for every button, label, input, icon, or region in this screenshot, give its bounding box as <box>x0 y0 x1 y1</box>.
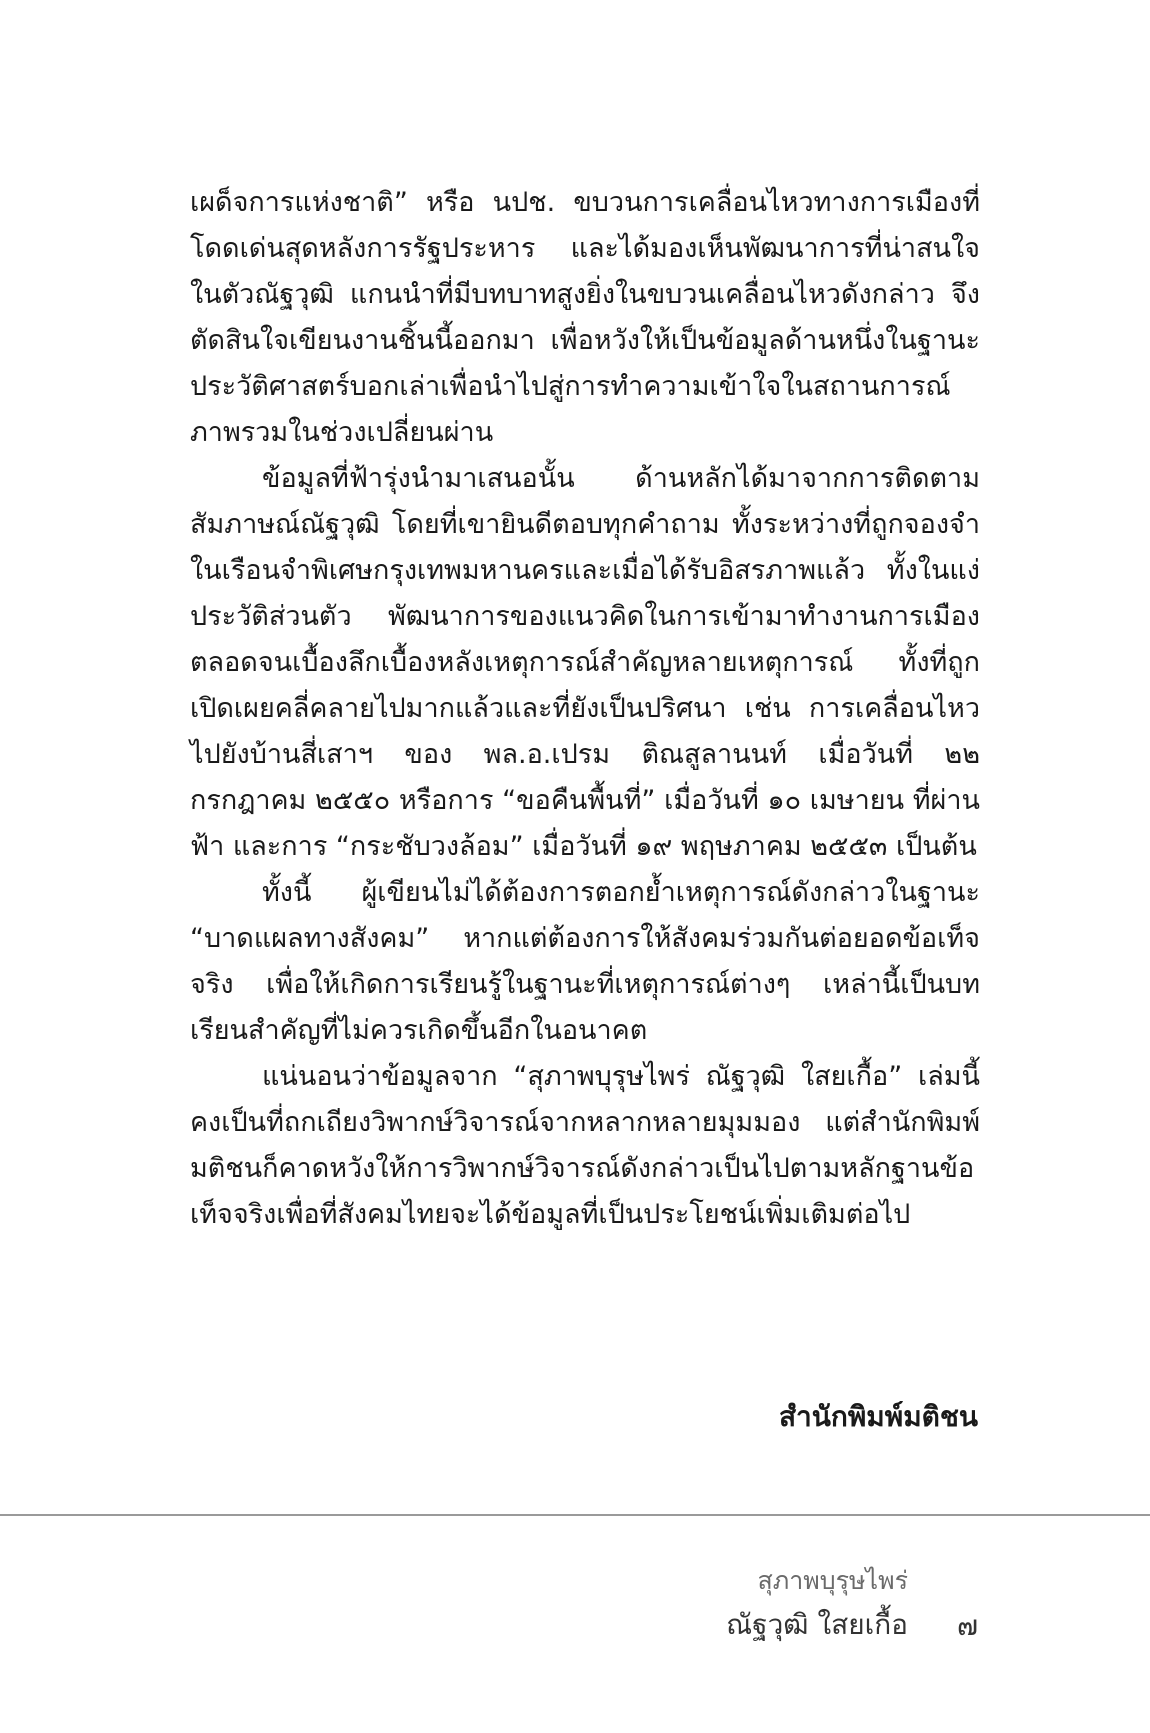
footer-divider <box>0 1514 1150 1516</box>
paragraph: แน่นอนว่าข้อมูลจาก “สุภาพบุรุษไพร่ ณัฐวุฒิ ใสยเกื้อ” เล่มนี้คงเป็นที่ถกเถียงวิพากษ์วิจารณ์จากหลากหลายมุมมอง แต่สำนักพิมพ์มติชนก็คาดหวังให้การวิพากษ์วิจารณ์ดังกล่าวเป็นไปตามหลักฐานข้อเท็จจริงเพื่อที่สังคมไทยจะได้ข้อมูลที่เป็นประโยชน์เพิ่มเติมต่อไป <box>190 1061 980 1230</box>
running-footer-subtitle: สุภาพบุรุษไพร่ <box>757 1566 908 1595</box>
paragraph: ข้อมูลที่ฟ้ารุ่งนำมาเสนอนั้น ด้านหลักได้มาจากการติดตามสัมภาษณ์ณัฐวุฒิ โดยที่เขายินดีตอบทุกคำถาม ทั้งระหว่างที่ถูกจองจำในเรือนจำพิเศษกรุงเทพมหานครและเมื่อได้รับอิสรภาพแล้ว ทั้งในแง่ประวัติส่วนตัว พัฒนาการของแนวคิดในการเข้ามาทำงานการเมืองตลอดจนเบื้องลึกเบื้องหลังเหตุการณ์สำคัญหลายเหตุการณ์ ทั้งที่ถูกเปิดเผยคลี่คลายไปมากแล้วและที่ยังเป็นปริศนา เช่น การเคลื่อนไหวไปยังบ้านสี่เสาฯ ของ พล.อ.เปรม ติณสูลานนท์ เมื่อวันที่ ๒๒ กรกฎาคม ๒๕๕๐ หรือการ “ขอคืนพื้นที่” เมื่อวันที่ ๑๐ เมษายน ที่ผ่านฟ้า และการ “กระชับวงล้อม” เมื่อวันที่ ๑๙ พฤษภาคม ๒๕๕๓ เป็นต้น <box>190 463 980 862</box>
page-number: ๗ <box>956 1609 978 1642</box>
running-footer-title: ณัฐวุฒิ ใสยเกื้อ <box>726 1608 908 1641</box>
publisher-signature: สำนักพิมพ์มติชน <box>778 1400 978 1433</box>
body-text <box>190 180 980 1238</box>
paragraph: ทั้งนี้ ผู้เขียนไม่ได้ต้องการตอกย้ำเหตุการณ์ดังกล่าวในฐานะ “บาดแผลทางสังคม” หากแต่ต้องการให้สังคมร่วมกันต่อยอดข้อเท็จจริง เพื่อให้เกิดการเรียนรู้ในฐานะที่เหตุการณ์ต่างๆ เหล่านี้เป็นบทเรียนสำคัญที่ไม่ควรเกิดขึ้นอีกในอนาคต <box>190 877 980 1046</box>
paragraph-continued: เผด็จการแห่งชาติ” หรือ นปช. ขบวนการเคลื่อนไหวทางการเมืองที่โดดเด่นสุดหลังการรัฐประหาร และได้มองเห็นพัฒนาการที่น่าสนใจในตัวณัฐวุฒิ แกนนำที่มีบทบาทสูงยิ่งในขบวนเคลื่อนไหวดังกล่าว จึงตัดสินใจเขียนงานชิ้นนี้ออกมา เพื่อหวังให้เป็นข้อมูลด้านหนึ่งในฐานะประวัติศาสตร์บอกเล่าเพื่อนำไปสู่การทำความเข้าใจในสถานการณ์ภาพรวมในช่วงเปลี่ยนผ่าน <box>190 187 980 448</box>
